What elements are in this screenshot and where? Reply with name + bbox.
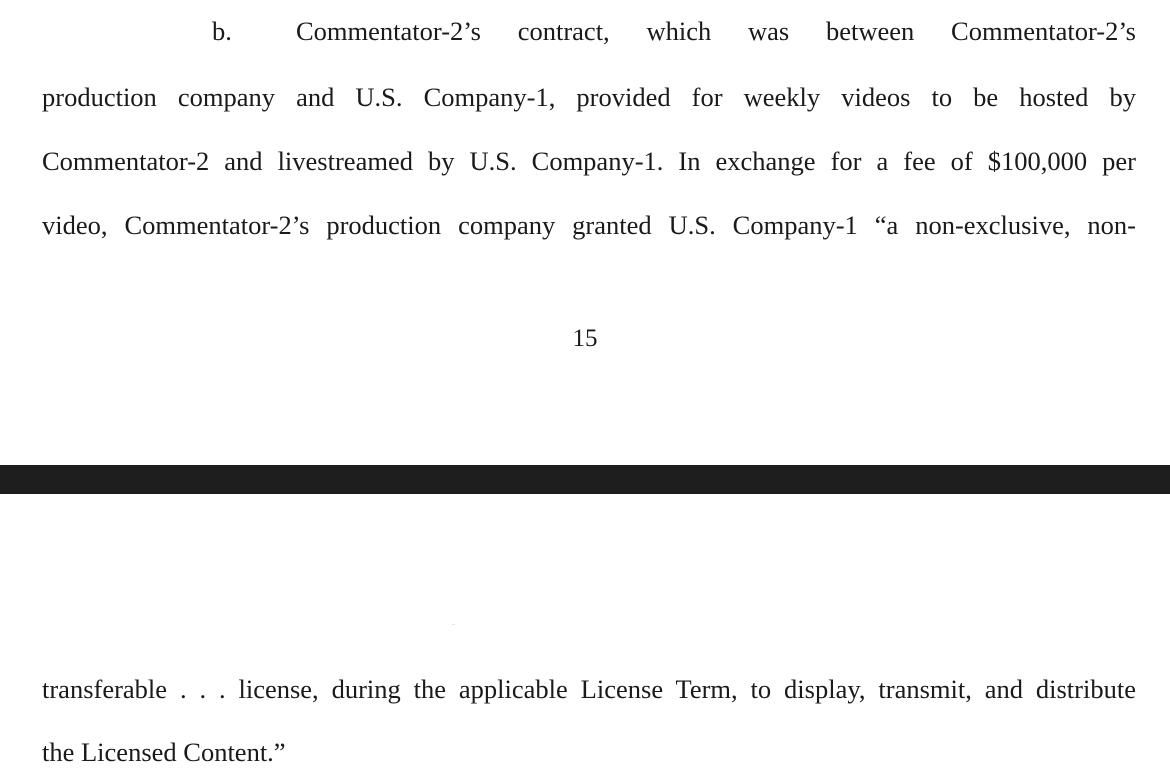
page-number: 15 — [572, 325, 598, 352]
paragraph-first-line — [212, 18, 1136, 45]
text-line-6: the Licensed Content.” — [42, 737, 286, 767]
scan-speck — [452, 624, 455, 625]
text-line-1: Commentator-2’s contract, which was between Commentator-2’s — [296, 16, 1136, 46]
text-line-3: Commentator-2 and livestreamed by U.S. Company-1. In exchange for a fee of $100,000 per — [42, 146, 1136, 176]
paragraph-marker: b. — [212, 16, 232, 46]
text-line-4: video, Commentator-2’s production company granted U.S. Company-1 “a non-exclusive, non- — [42, 210, 1136, 240]
text-line-5: transferable . . . license, during the applicable License Term, to display, transmit, and distribute — [42, 674, 1136, 704]
page-break-bar — [0, 465, 1170, 494]
text-line-2: production company and U.S. Company-1, provided for weekly videos to be hosted by — [42, 82, 1136, 112]
